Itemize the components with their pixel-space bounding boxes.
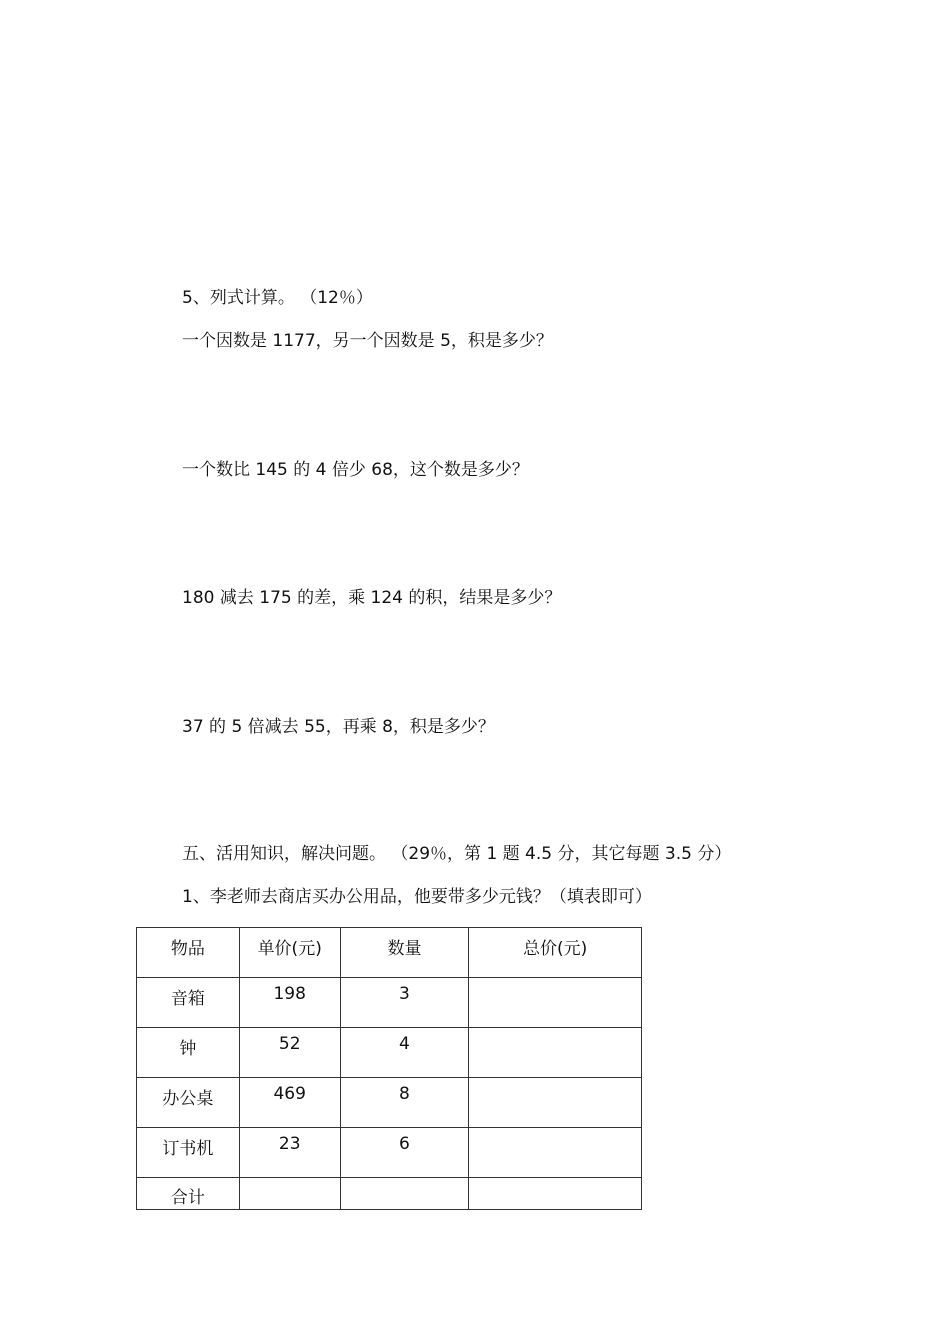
cell-total-price[interactable] [469,1178,642,1210]
cell-total-price[interactable] [469,1078,642,1128]
cell-quantity[interactable] [340,1178,469,1210]
question-2: 一个数比 145 的 4 倍少 68，这个数是多少？ [182,460,529,480]
cell-quantity: 8 [340,1078,469,1128]
cell-item: 订书机 [137,1128,240,1178]
part5-question-1: 1、李老师去商店买办公用品，他要带多少元钱？（填表即可） [182,887,652,907]
table-row [137,978,642,1028]
cell-item: 办公桌 [137,1078,240,1128]
question-4: 37 的 5 倍减去 55，再乘 8，积是多少？ [182,717,495,737]
cell-quantity: 3 [340,978,469,1028]
cell-total-label: 合计 [137,1178,240,1210]
question-1: 一个因数是 1177，另一个因数是 5，积是多少？ [182,331,553,351]
header-unit-price: 单价(元) [239,928,340,978]
header-item: 物品 [137,928,240,978]
cell-unit-price: 23 [239,1128,340,1178]
question-3: 180 减去 175 的差，乘 124 的积，结果是多少？ [182,588,562,608]
section5-heading: 5、列式计算。 （12％） [182,288,373,308]
table-total-row [137,1178,642,1210]
table-row [137,1078,642,1128]
cell-item: 钟 [137,1028,240,1078]
cell-quantity: 6 [340,1128,469,1178]
cell-item: 音箱 [137,978,240,1028]
cell-total-price[interactable] [469,1028,642,1078]
table-row [137,1028,642,1078]
cell-unit-price: 469 [239,1078,340,1128]
cell-unit-price[interactable] [239,1178,340,1210]
part5-heading: 五、活用知识，解决问题。 （29％，第 1 题 4.5 分，其它每题 3.5 分） [182,844,732,864]
header-total-price: 总价(元) [469,928,642,978]
cell-total-price[interactable] [469,1128,642,1178]
cell-quantity: 4 [340,1028,469,1078]
table-row [137,1128,642,1178]
table-header-row [137,928,642,978]
cell-total-price[interactable] [469,978,642,1028]
header-quantity: 数量 [340,928,469,978]
cell-unit-price: 198 [239,978,340,1028]
shopping-table [136,927,642,1210]
cell-unit-price: 52 [239,1028,340,1078]
